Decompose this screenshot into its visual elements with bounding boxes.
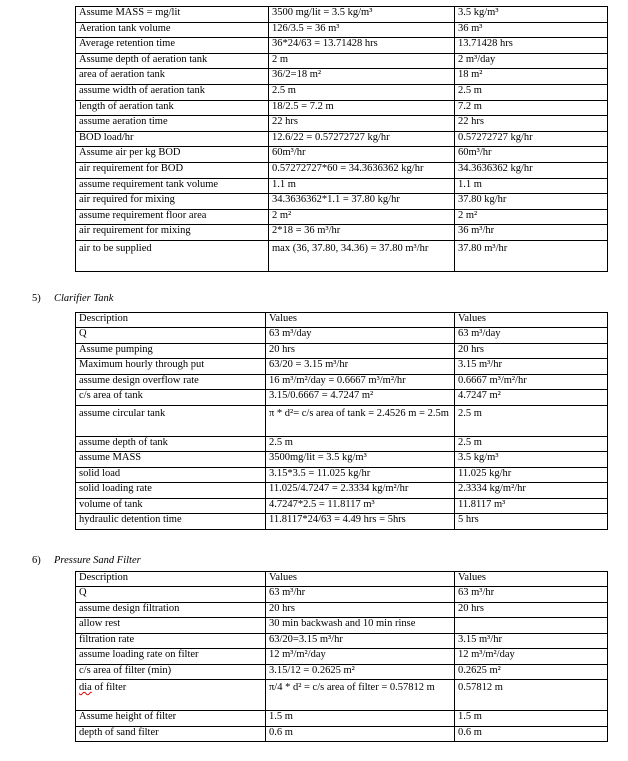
- table-row: [76, 467, 608, 483]
- description-cell: assume loading rate on filter: [76, 649, 266, 665]
- description-cell: Average retention time: [76, 38, 269, 54]
- value-cell: 5 hrs: [455, 514, 608, 530]
- table-row: [76, 664, 608, 680]
- value-cell: 3.15 m³/hr: [455, 633, 608, 649]
- pressure-sand-filter-table: [75, 571, 608, 742]
- table-row: [76, 374, 608, 390]
- table-row: [76, 53, 608, 69]
- value-cell: 1.1 m: [455, 178, 608, 194]
- pressure-sand-filter-table-body: [76, 572, 608, 742]
- value-cell: 36 m³/hr: [455, 225, 608, 241]
- column-header: Description: [76, 572, 266, 587]
- value-cell: 1.5 m: [455, 711, 608, 727]
- value-cell: 2.5 m: [455, 84, 608, 100]
- section-6-title: Pressure Sand Filter: [54, 555, 141, 566]
- description-cell: volume of tank: [76, 498, 266, 514]
- calculation-cell: 3500 mg/lit = 3.5 kg/m³: [269, 7, 455, 23]
- spellcheck-word: dia: [79, 682, 92, 693]
- calculation-cell: 1.1 m: [269, 178, 455, 194]
- table-row: [76, 436, 608, 452]
- value-cell: 2.5 m: [455, 405, 608, 436]
- description-cell: hydraulic detention time: [76, 514, 266, 530]
- value-cell: 12 m³/m²/day: [455, 649, 608, 665]
- section-6-number: 6): [32, 555, 41, 566]
- table-row: [76, 649, 608, 665]
- description-cell: Maximum hourly through put: [76, 359, 266, 375]
- value-cell: [455, 618, 608, 634]
- table-row: [76, 131, 608, 147]
- calculation-cell: 2.5 m: [266, 436, 455, 452]
- table-row: [76, 483, 608, 499]
- table-row: [76, 726, 608, 742]
- calculation-cell: 2 m: [269, 53, 455, 69]
- value-cell: 36 m³: [455, 22, 608, 38]
- table-row: [76, 162, 608, 178]
- value-cell: 0.6 m: [455, 726, 608, 742]
- description-cell: air required for mixing: [76, 194, 269, 210]
- description-cell: depth of sand filter: [76, 726, 266, 742]
- table-row: [76, 390, 608, 406]
- table-row: [76, 69, 608, 85]
- value-cell: 37.80 kg/hr: [455, 194, 608, 210]
- table-row: [76, 100, 608, 116]
- table-row: [76, 209, 608, 225]
- calculation-cell: 11.8117*24/63 = 4.49 hrs = 5hrs: [266, 514, 455, 530]
- section-5-number: 5): [32, 293, 41, 304]
- table-row: [76, 633, 608, 649]
- value-cell: 2.5 m: [455, 436, 608, 452]
- table-row: [76, 343, 608, 359]
- calculation-cell: 20 hrs: [266, 343, 455, 359]
- value-cell: 0.57812 m: [455, 680, 608, 711]
- aeration-tank-table: [75, 6, 608, 272]
- description-cell: solid loading rate: [76, 483, 266, 499]
- value-cell: 4.7247 m²: [455, 390, 608, 406]
- description-cell: assume requirement tank volume: [76, 178, 269, 194]
- table-row: [76, 711, 608, 727]
- table-header-row: [76, 313, 608, 328]
- calculation-cell: 12 m³/m²/day: [266, 649, 455, 665]
- calculation-cell: π * d²= c/s area of tank = 2.4526 m = 2.5m: [266, 405, 455, 436]
- calculation-cell: 3.15*3.5 = 11.025 kg/hr: [266, 467, 455, 483]
- table-row: [76, 225, 608, 241]
- calculation-cell: 63 m³/hr: [266, 587, 455, 603]
- description-cell: air requirement for BOD: [76, 162, 269, 178]
- calculation-cell: 20 hrs: [266, 602, 455, 618]
- table-row: [76, 618, 608, 634]
- calculation-cell: π/4 * d² = c/s area of filter = 0.57812 m: [266, 680, 455, 711]
- calculation-cell: 11.025/4.7247 = 2.3334 kg/m²/hr: [266, 483, 455, 499]
- description-cell: area of aeration tank: [76, 69, 269, 85]
- description-cell: Q: [76, 587, 266, 603]
- description-cell: air requirement for mixing: [76, 225, 269, 241]
- calculation-cell: max (36, 37.80, 34.36) = 37.80 m³/hr: [269, 240, 455, 271]
- description-cell: assume design filtration: [76, 602, 266, 618]
- description-cell: assume depth of tank: [76, 436, 266, 452]
- value-cell: 34.3636362 kg/hr: [455, 162, 608, 178]
- table-row: [76, 514, 608, 530]
- value-cell: 7.2 m: [455, 100, 608, 116]
- value-cell: 20 hrs: [455, 602, 608, 618]
- table-row: [76, 178, 608, 194]
- calculation-cell: 3.15/0.6667 = 4.7247 m²: [266, 390, 455, 406]
- description-cell: assume design overflow rate: [76, 374, 266, 390]
- calculation-cell: 18/2.5 = 7.2 m: [269, 100, 455, 116]
- calculation-cell: 63 m³/day: [266, 328, 455, 344]
- column-header: Values: [455, 313, 608, 328]
- description-cell: length of aeration tank: [76, 100, 269, 116]
- table-row: [76, 194, 608, 210]
- calculation-cell: 1.5 m: [266, 711, 455, 727]
- calculation-cell: 0.6 m: [266, 726, 455, 742]
- value-cell: 0.57272727 kg/hr: [455, 131, 608, 147]
- description-cell: solid load: [76, 467, 266, 483]
- value-cell: 11.025 kg/hr: [455, 467, 608, 483]
- calculation-cell: 0.57272727*60 = 34.3636362 kg/hr: [269, 162, 455, 178]
- description-cell: Assume depth of aeration tank: [76, 53, 269, 69]
- column-header: Description: [76, 313, 266, 328]
- value-cell: 22 hrs: [455, 116, 608, 132]
- calculation-cell: 3.15/12 = 0.2625 m²: [266, 664, 455, 680]
- description-cell: c/s area of filter (min): [76, 664, 266, 680]
- description-cell: dia of filter: [76, 680, 266, 711]
- column-header: Values: [455, 572, 608, 587]
- table-row: [76, 116, 608, 132]
- value-cell: 60m³/hr: [455, 147, 608, 163]
- description-cell: air to be supplied: [76, 240, 269, 271]
- calculation-cell: 2 m²: [269, 209, 455, 225]
- description-cell: assume MASS: [76, 452, 266, 468]
- value-cell: 3.5 kg/m³: [455, 452, 608, 468]
- calculation-cell: 63/20=3.15 m³/hr: [266, 633, 455, 649]
- description-cell: Assume MASS = mg/lit: [76, 7, 269, 23]
- calculation-cell: 2*18 = 36 m³/hr: [269, 225, 455, 241]
- value-cell: 3.15 m³/hr: [455, 359, 608, 375]
- value-cell: 0.6667 m³/m²/hr: [455, 374, 608, 390]
- table-row: [76, 38, 608, 54]
- description-cell: allow rest: [76, 618, 266, 634]
- table-row: [76, 359, 608, 375]
- value-cell: 2 m³/day: [455, 53, 608, 69]
- calculation-cell: 12.6/22 = 0.57272727 kg/hr: [269, 131, 455, 147]
- description-cell: Assume height of filter: [76, 711, 266, 727]
- column-header: Values: [266, 572, 455, 587]
- table-row: [76, 240, 608, 271]
- calculation-cell: 30 min backwash and 10 min rinse: [266, 618, 455, 634]
- table-row: [76, 7, 608, 23]
- table-header-row: [76, 572, 608, 587]
- description-cell: c/s area of tank: [76, 390, 266, 406]
- value-cell: 2 m²: [455, 209, 608, 225]
- description-cell: assume aeration time: [76, 116, 269, 132]
- table-row: [76, 680, 608, 711]
- value-cell: 3.5 kg/m³: [455, 7, 608, 23]
- table-row: [76, 405, 608, 436]
- value-cell: 20 hrs: [455, 343, 608, 359]
- description-cell: Aeration tank volume: [76, 22, 269, 38]
- table-row: [76, 602, 608, 618]
- value-cell: 0.2625 m²: [455, 664, 608, 680]
- description-cell: Assume pumping: [76, 343, 266, 359]
- description-cell: filtration rate: [76, 633, 266, 649]
- description-cell: BOD load/hr: [76, 131, 269, 147]
- table-row: [76, 328, 608, 344]
- description-cell: Q: [76, 328, 266, 344]
- description-cell: assume width of aeration tank: [76, 84, 269, 100]
- calculation-cell: 16 m³/m²/day = 0.6667 m³/m²/hr: [266, 374, 455, 390]
- description-cell: assume circular tank: [76, 405, 266, 436]
- table-row: [76, 147, 608, 163]
- value-cell: 13.71428 hrs: [455, 38, 608, 54]
- aeration-tank-table-body: [76, 7, 608, 272]
- calculation-cell: 34.3636362*1.1 = 37.80 kg/hr: [269, 194, 455, 210]
- section-5-title: Clarifier Tank: [54, 293, 114, 304]
- column-header: Values: [266, 313, 455, 328]
- description-cell: Assume air per kg BOD: [76, 147, 269, 163]
- calculation-cell: 36*24/63 = 13.71428 hrs: [269, 38, 455, 54]
- value-cell: 37.80 m³/hr: [455, 240, 608, 271]
- table-row: [76, 587, 608, 603]
- clarifier-tank-table: [75, 312, 608, 530]
- section-5-heading: [32, 293, 113, 304]
- value-cell: 11.8117 m³: [455, 498, 608, 514]
- calculation-cell: 2.5 m: [269, 84, 455, 100]
- value-cell: 2.3334 kg/m²/hr: [455, 483, 608, 499]
- calculation-cell: 3500mg/lit = 3.5 kg/m³: [266, 452, 455, 468]
- table-row: [76, 84, 608, 100]
- calculation-cell: 4.7247*2.5 = 11.8117 m³: [266, 498, 455, 514]
- value-cell: 18 m²: [455, 69, 608, 85]
- clarifier-tank-table-body: [76, 313, 608, 530]
- calculation-cell: 60m³/hr: [269, 147, 455, 163]
- description-cell: assume requirement floor area: [76, 209, 269, 225]
- table-row: [76, 452, 608, 468]
- table-row: [76, 22, 608, 38]
- table-row: [76, 498, 608, 514]
- value-cell: 63 m³/hr: [455, 587, 608, 603]
- calculation-cell: 22 hrs: [269, 116, 455, 132]
- value-cell: 63 m³/day: [455, 328, 608, 344]
- calculation-cell: 63/20 = 3.15 m³/hr: [266, 359, 455, 375]
- section-6-heading: [32, 555, 141, 566]
- calculation-cell: 126/3.5 = 36 m³: [269, 22, 455, 38]
- calculation-cell: 36/2=18 m²: [269, 69, 455, 85]
